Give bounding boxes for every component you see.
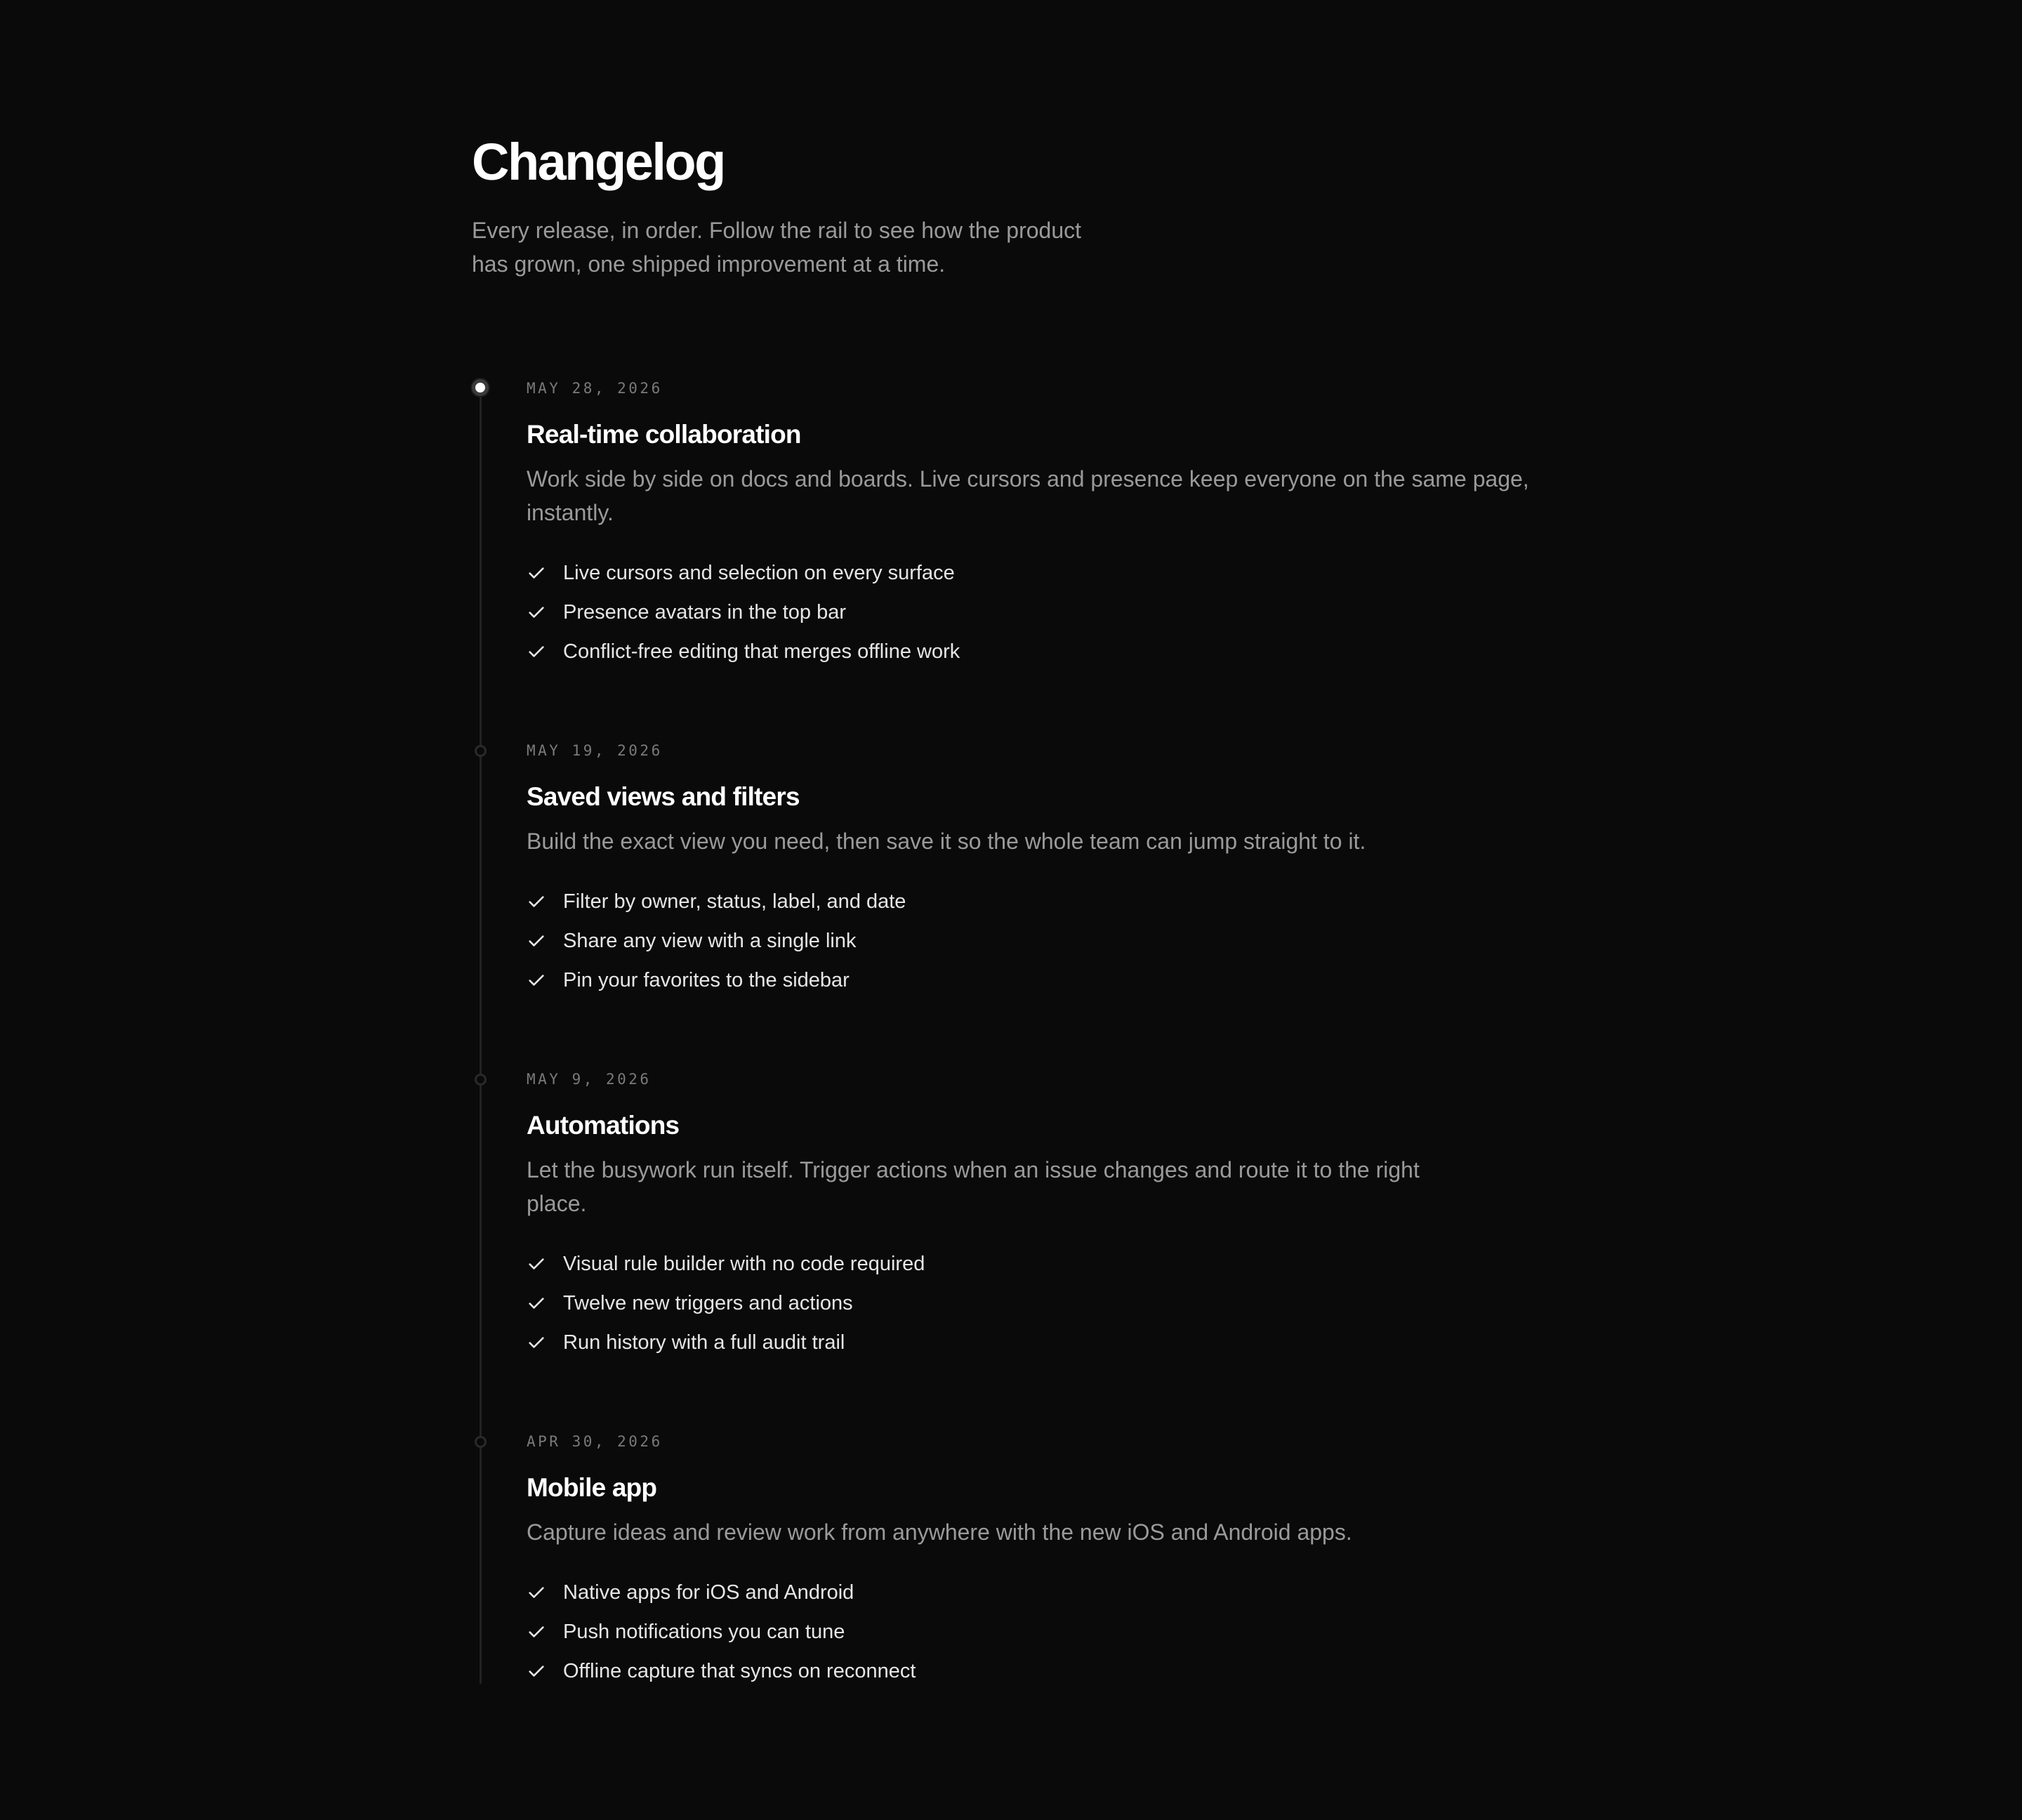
- list-item-label: Native apps for iOS and Android: [563, 1581, 854, 1604]
- check-icon: [527, 1333, 546, 1352]
- entry-description: Let the busywork run itself. Trigger actions when an issue changes and route it to the right place.: [527, 1157, 1420, 1216]
- entry-title: Automations: [527, 1111, 680, 1140]
- feature-list: [527, 553, 960, 671]
- list-item-label: Twelve new triggers and actions: [563, 1292, 853, 1314]
- list-item-label: Conflict-free editing that merges offline work: [563, 640, 960, 663]
- entry-title: Saved views and filters: [527, 782, 800, 811]
- list-item: [527, 1284, 925, 1323]
- entry-description: Capture ideas and review work from anywhere with the new iOS and Android apps.: [527, 1519, 1352, 1545]
- list-item-label: Share any view with a single link: [563, 930, 857, 952]
- feature-list: [527, 1573, 916, 1691]
- timeline-dot-icon: [475, 745, 487, 757]
- list-item-label: Visual rule builder with no code required: [563, 1253, 925, 1275]
- entry-date: MAY 19, 2026: [527, 742, 663, 759]
- entry-date: MAY 9, 2026: [527, 1071, 652, 1088]
- list-item-label: Presence avatars in the top bar: [563, 601, 847, 624]
- check-icon: [527, 892, 546, 911]
- check-icon: [527, 970, 546, 990]
- timeline-dot-current-icon: [472, 379, 489, 396]
- list-item: [527, 1244, 925, 1284]
- check-icon: [527, 602, 546, 622]
- entry-title: Mobile app: [527, 1473, 657, 1502]
- page-title: Changelog: [472, 133, 725, 191]
- page-subtitle: Every release, in order. Follow the rail to see how the product has grown, one shipped improvement at a time.: [472, 218, 1081, 277]
- list-item: [527, 1573, 916, 1612]
- entry-date: MAY 28, 2026: [527, 380, 663, 397]
- list-item: [527, 961, 906, 1000]
- entry-description: Work side by side on docs and boards. Live cursors and presence keep everyone on the same page, instantly.: [527, 466, 1529, 525]
- feature-list: [527, 1244, 925, 1362]
- feature-list: [527, 882, 906, 1000]
- list-item: [527, 593, 960, 632]
- list-item: [527, 921, 906, 961]
- check-icon: [527, 642, 546, 661]
- list-item: [527, 1323, 925, 1362]
- list-item-label: Live cursors and selection on every surface: [563, 562, 955, 584]
- entry-date: APR 30, 2026: [527, 1433, 663, 1450]
- timeline-rail: [480, 388, 482, 1684]
- list-item: [527, 553, 960, 593]
- check-icon: [527, 1293, 546, 1313]
- timeline-dot-icon: [475, 1074, 487, 1086]
- list-item: [527, 1651, 916, 1691]
- check-icon: [527, 1622, 546, 1642]
- list-item: [527, 1612, 916, 1651]
- list-item-label: Filter by owner, status, label, and date: [563, 890, 906, 913]
- check-icon: [527, 1254, 546, 1274]
- entry-title: Real-time collaboration: [527, 420, 801, 449]
- list-item: [527, 632, 960, 671]
- list-item: [527, 882, 906, 921]
- check-icon: [527, 1583, 546, 1602]
- entry-description: Build the exact view you need, then save it so the whole team can jump straight to it.: [527, 829, 1366, 854]
- check-icon: [527, 931, 546, 951]
- check-icon: [527, 563, 546, 583]
- timeline-dot-icon: [475, 1436, 487, 1448]
- list-item-label: Offline capture that syncs on reconnect: [563, 1660, 916, 1682]
- list-item-label: Run history with a full audit trail: [563, 1331, 845, 1354]
- check-icon: [527, 1661, 546, 1681]
- list-item-label: Pin your favorites to the sidebar: [563, 969, 850, 991]
- list-item-label: Push notifications you can tune: [563, 1621, 845, 1643]
